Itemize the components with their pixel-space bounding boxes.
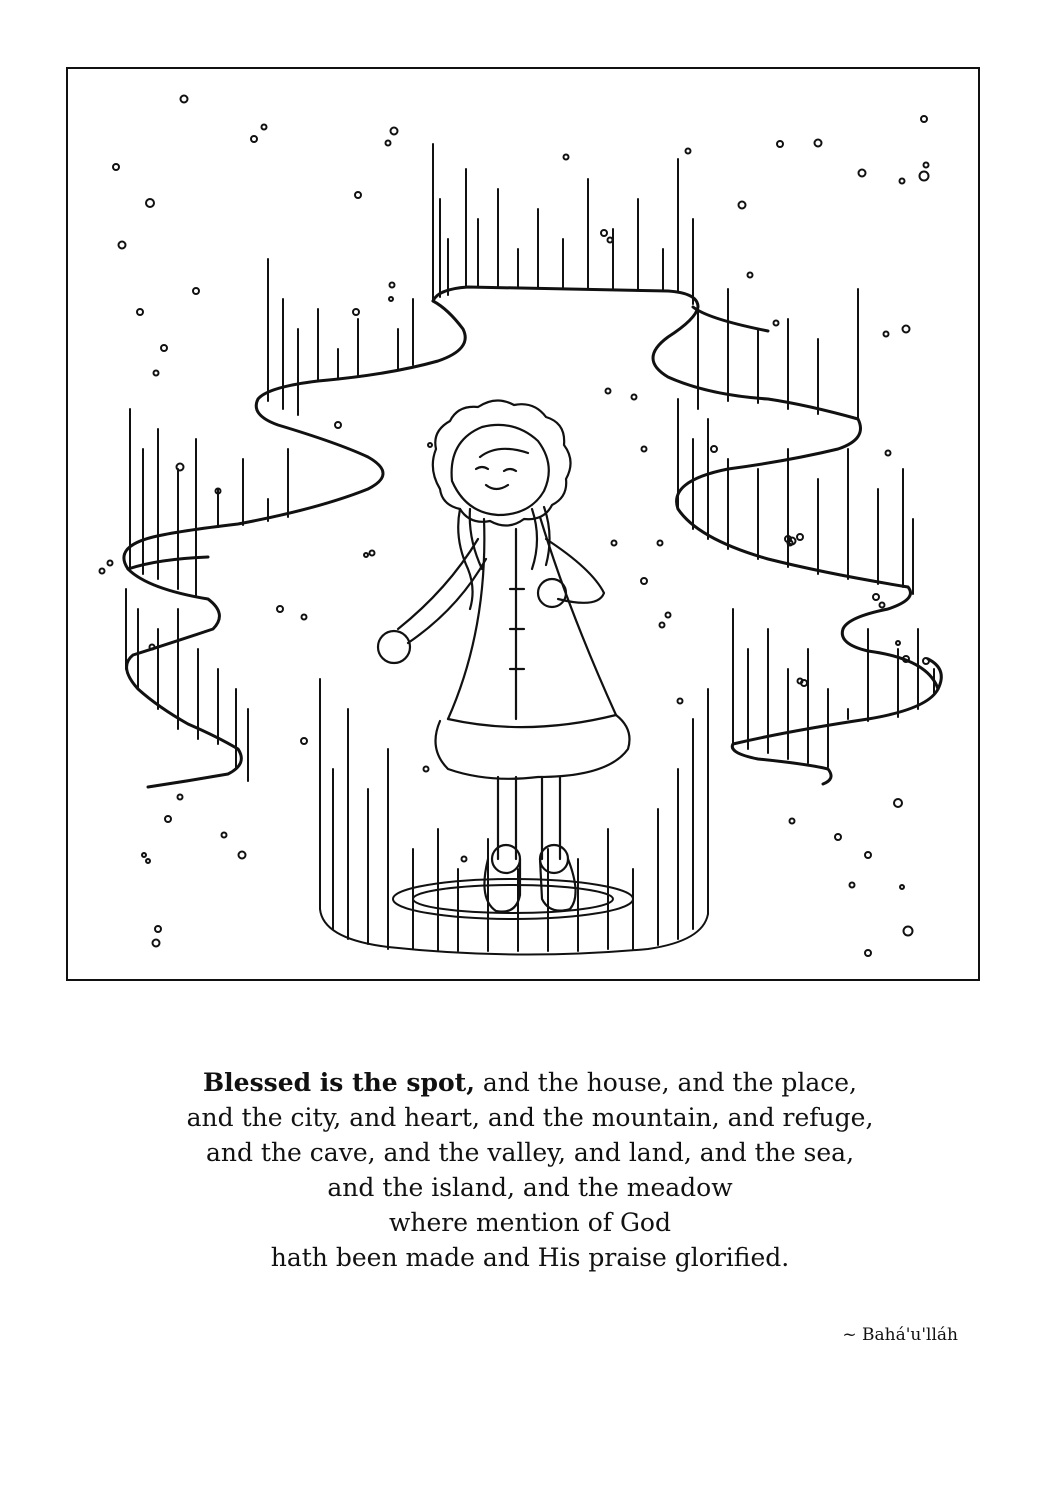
verse-line-4: and the island, and the meadow <box>327 1173 733 1202</box>
verse-line-1-rest: and the house, and the place, <box>474 1068 857 1097</box>
verse-line-2: and the city, and heart, and the mountain, and refuge, <box>186 1103 874 1132</box>
aurora-streaks-icon <box>126 144 934 951</box>
illustration-frame <box>66 67 980 981</box>
verse-bold-lead: Blessed is the spot, <box>203 1068 475 1097</box>
aurora-girl-illustration <box>68 69 978 979</box>
verse-line-1 <box>80 1065 980 1100</box>
ground-ring-icon <box>320 879 708 955</box>
attribution: ~ Bahá'u'lláh <box>842 1325 958 1345</box>
verse-line-6: hath been made and His praise glorified. <box>270 1243 790 1272</box>
girl-figure-icon <box>378 400 630 911</box>
verse-line-3: and the cave, and the valley, and land, and the sea, <box>205 1138 855 1167</box>
verse-line-5: where mention of God <box>388 1208 671 1237</box>
quotation-verse <box>80 1065 980 1275</box>
